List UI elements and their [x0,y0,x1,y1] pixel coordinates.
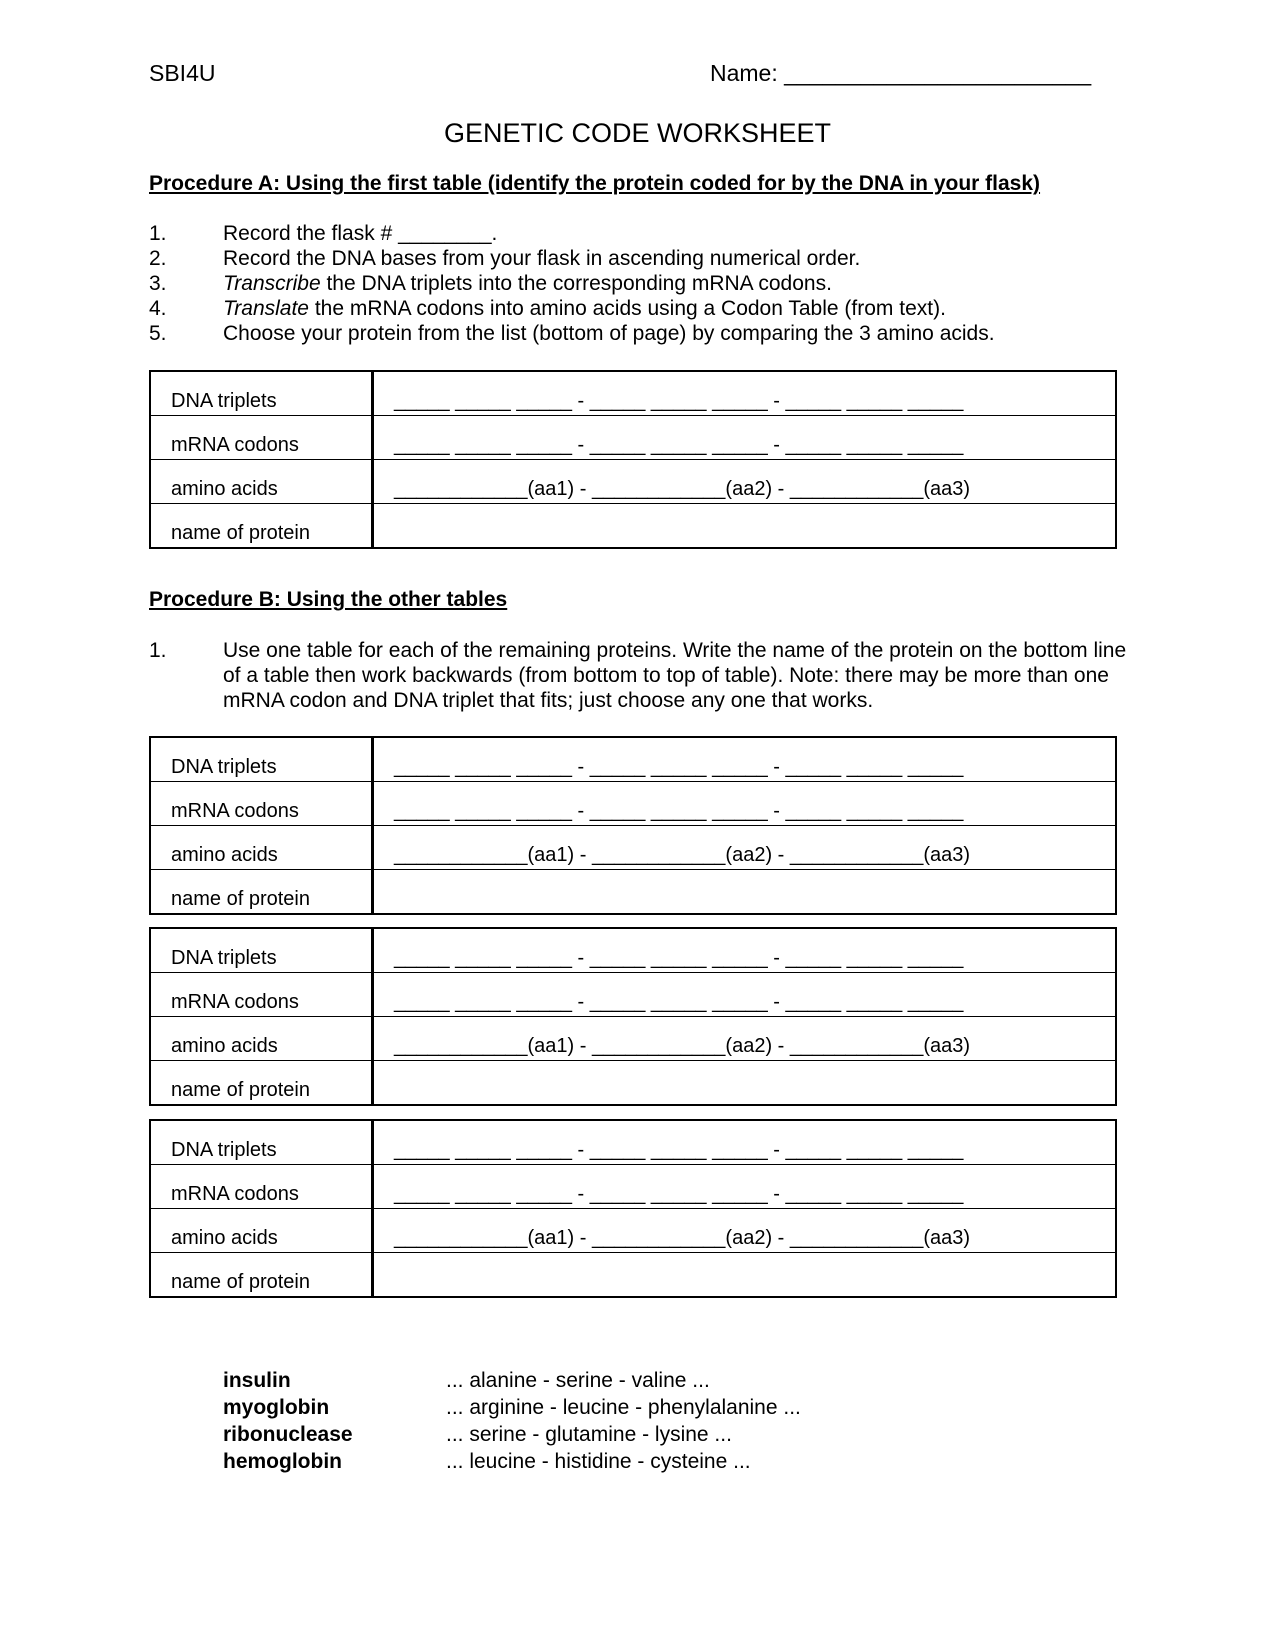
name-field: Name: ________________________ [710,60,1092,86]
step-text-rest: the DNA triplets into the corresponding mRNA codons. [320,272,832,295]
row-label: name of protein [150,1253,373,1298]
row-label: amino acids [150,460,373,504]
table-row [150,1209,1116,1253]
step-item [149,246,1129,271]
table-row [150,1165,1116,1209]
table-row [150,782,1116,826]
protein-list [223,1367,801,1475]
row-label: amino acids [150,826,373,870]
mrna-codons-field[interactable]: _____ _____ _____ - _____ _____ _____ - _____ _____ _____ [373,416,1117,460]
table-row [150,928,1116,973]
step-emphasis: Transcribe [223,272,321,295]
amino-acids-field[interactable]: ____________(aa1) - ____________(aa2) - ____________(aa3) [373,460,1117,504]
row-label: mRNA codons [150,1165,373,1209]
step-item [149,638,1129,713]
row-label: DNA triplets [150,928,373,973]
worksheet-table-3 [149,927,1117,1106]
procedure-a-steps [149,221,1129,346]
protein-sequence: ... arginine - leucine - phenylalanine ... [446,1396,801,1419]
step-text-rest: the mRNA codons into amino acids using a Codon Table (from text). [308,297,946,320]
table-row [150,870,1116,915]
course-code: SBI4U [149,60,216,86]
protein-name: hemoglobin [223,1450,342,1473]
protein-name-field[interactable] [373,870,1117,915]
protein-sequence: ... alanine - serine - valine ... [446,1369,710,1392]
row-label: mRNA codons [150,416,373,460]
step-text: Choose your protein from the list (bottom of page) by comparing the 3 amino acids. [223,322,995,345]
step-text: Record the flask # ________. [223,222,498,245]
dna-triplets-field[interactable]: _____ _____ _____ - _____ _____ _____ - _____ _____ _____ [373,737,1117,782]
table-row [150,504,1116,549]
worksheet-table-4 [149,1119,1117,1298]
step-item [149,221,1129,246]
table-row [150,416,1116,460]
mrna-codons-field[interactable]: _____ _____ _____ - _____ _____ _____ - _____ _____ _____ [373,973,1117,1017]
table-row [150,1253,1116,1298]
row-label: mRNA codons [150,782,373,826]
protein-name-field[interactable] [373,1253,1117,1298]
step-emphasis: Translate [223,297,309,320]
step-text [223,271,1129,296]
row-label: DNA triplets [150,737,373,782]
table-row [150,1017,1116,1061]
step-item [149,321,1129,346]
mrna-codons-field[interactable]: _____ _____ _____ - _____ _____ _____ - _____ _____ _____ [373,782,1117,826]
row-label: DNA triplets [150,1120,373,1165]
dna-triplets-field[interactable]: _____ _____ _____ - _____ _____ _____ - _____ _____ _____ [373,928,1117,973]
table-row [150,826,1116,870]
step-number: 5. [149,322,167,345]
row-label: name of protein [150,870,373,915]
protein-list-item [223,1421,801,1448]
dna-triplets-field[interactable]: _____ _____ _____ - _____ _____ _____ - _____ _____ _____ [373,371,1117,416]
step-item [149,271,1129,296]
table-row [150,973,1116,1017]
step-text [223,296,1129,321]
row-label: amino acids [150,1209,373,1253]
table-row [150,371,1116,416]
protein-name-field[interactable] [373,504,1117,549]
dna-triplets-field[interactable]: _____ _____ _____ - _____ _____ _____ - _____ _____ _____ [373,1120,1117,1165]
row-label: amino acids [150,1017,373,1061]
amino-acids-field[interactable]: ____________(aa1) - ____________(aa2) - ____________(aa3) [373,826,1117,870]
mrna-codons-field[interactable]: _____ _____ _____ - _____ _____ _____ - _____ _____ _____ [373,1165,1117,1209]
table-row [150,737,1116,782]
page-title: GENETIC CODE WORKSHEET [443,118,832,148]
protein-list-item [223,1394,801,1421]
worksheet-table-2 [149,736,1117,915]
protein-list-item [223,1367,801,1394]
protein-sequence: ... leucine - histidine - cysteine ... [446,1450,751,1473]
step-item [149,296,1129,321]
step-number: 1. [149,639,167,662]
step-number: 1. [149,222,167,245]
row-label: name of protein [150,1061,373,1106]
protein-name-field[interactable] [373,1061,1117,1106]
step-text: Use one table for each of the remaining proteins. Write the name of the protein on the bottom line of a table then work backwards (from bottom to top of table). Note: there may be more than one mRNA codon and DNA triplet that fits; just choose any one that works. [223,639,1127,712]
procedure-b-steps [149,638,1129,713]
amino-acids-field[interactable]: ____________(aa1) - ____________(aa2) - ____________(aa3) [373,1209,1117,1253]
protein-sequence: ... serine - glutamine - lysine ... [446,1423,732,1446]
protein-list-item [223,1448,801,1475]
table-row [150,460,1116,504]
step-number: 4. [149,297,167,320]
step-number: 3. [149,272,167,295]
step-text: Record the DNA bases from your flask in ascending numerical order. [223,247,861,270]
row-label: name of protein [150,504,373,549]
row-label: mRNA codons [150,973,373,1017]
procedure-b-heading: Procedure B: Using the other tables [149,588,508,611]
table-row [150,1061,1116,1106]
worksheet-table-1 [149,370,1117,549]
protein-name: ribonuclease [223,1423,353,1446]
row-label: DNA triplets [150,371,373,416]
protein-name: insulin [223,1369,291,1392]
protein-name: myoglobin [223,1396,330,1419]
procedure-a-heading: Procedure A: Using the first table (identify the protein coded for by the DNA in your flask) [149,172,1041,195]
amino-acids-field[interactable]: ____________(aa1) - ____________(aa2) - ____________(aa3) [373,1017,1117,1061]
table-row [150,1120,1116,1165]
step-number: 2. [149,247,167,270]
